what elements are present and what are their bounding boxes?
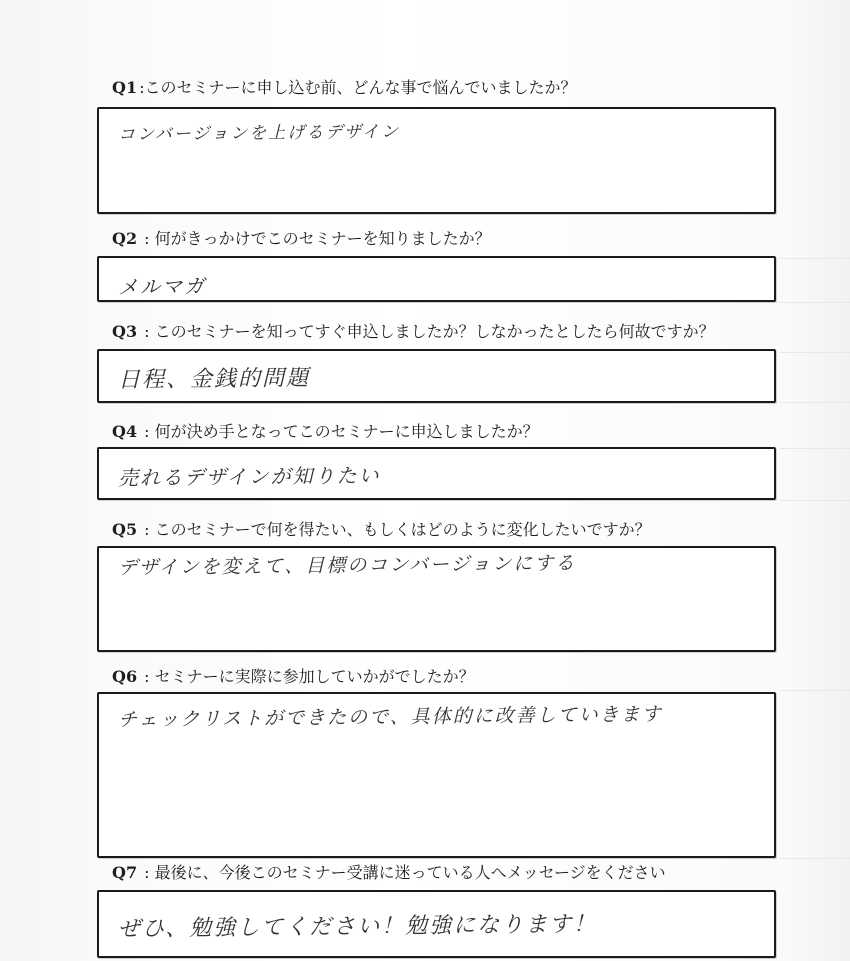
- question-3: Q3 : このセミナーを知ってすぐ申込しましたか？しなかったとしたら何故ですか？: [112, 322, 715, 341]
- margin-rule: [780, 258, 850, 259]
- question-label: Q5: [112, 520, 138, 539]
- question-4: Q4 : 何が決め手となってこのセミナーに申込しましたか？: [112, 422, 539, 441]
- answer-text-1: コンバージョンを上げるデザイン: [117, 122, 401, 145]
- question-label: Q7: [112, 863, 138, 882]
- answer-text-6: チェックリストができたので、具体的に改善していきます: [117, 703, 663, 731]
- answer-text-4: 売れるデザインが知りたい: [117, 463, 381, 490]
- question-label: Q2: [112, 229, 138, 248]
- margin-rule: [780, 690, 850, 691]
- margin-rule: [780, 402, 850, 403]
- question-text: このセミナーで何を得たい、もしくはどのように変化したいですか？: [154, 520, 651, 539]
- answer-text-2: メルマガ: [117, 274, 207, 299]
- question-7: Q7 : 最後に、今後このセミナー受講に迷っている人へメッセージをください: [112, 863, 666, 882]
- question-text: セミナーに実際に参加していかがでしたか？: [154, 667, 475, 686]
- answer-text-5: デザインを変えて、目標のコンバージョンにする: [117, 552, 577, 579]
- question-label: Q4: [112, 422, 138, 441]
- question-text: このセミナーに申し込む前、どんな事で悩んでいましたか？: [144, 78, 577, 97]
- question-5: Q5 : このセミナーで何を得たい、もしくはどのように変化したいですか？: [112, 520, 651, 539]
- margin-rule: [780, 302, 850, 303]
- question-6: Q6 : セミナーに実際に参加していかがでしたか？: [112, 667, 475, 686]
- question-2: Q2 : 何がきっかけでこのセミナーを知りましたか？: [112, 229, 491, 248]
- question-label: Q3: [112, 322, 138, 341]
- question-text: 何が決め手となってこのセミナーに申込しましたか？: [154, 422, 539, 441]
- answer-text-7: ぜひ、勉強してください！勉強になります！: [117, 911, 598, 942]
- question-text: 最後に、今後このセミナー受講に迷っている人へメッセージをください: [154, 863, 666, 882]
- answer-text-3: 日程、金銭的問題: [117, 365, 311, 393]
- margin-rule: [780, 500, 850, 501]
- question-1: Q1 :このセミナーに申し込む前、どんな事で悩んでいましたか？: [112, 78, 577, 97]
- margin-rule: [780, 858, 850, 859]
- question-label: Q6: [112, 667, 138, 686]
- question-label: Q1: [112, 78, 138, 97]
- margin-rule: [780, 448, 850, 449]
- question-text: このセミナーを知ってすぐ申込しましたか？しなかったとしたら何故ですか？: [154, 322, 715, 341]
- margin-rule: [780, 352, 850, 353]
- question-text: 何がきっかけでこのセミナーを知りましたか？: [154, 229, 491, 248]
